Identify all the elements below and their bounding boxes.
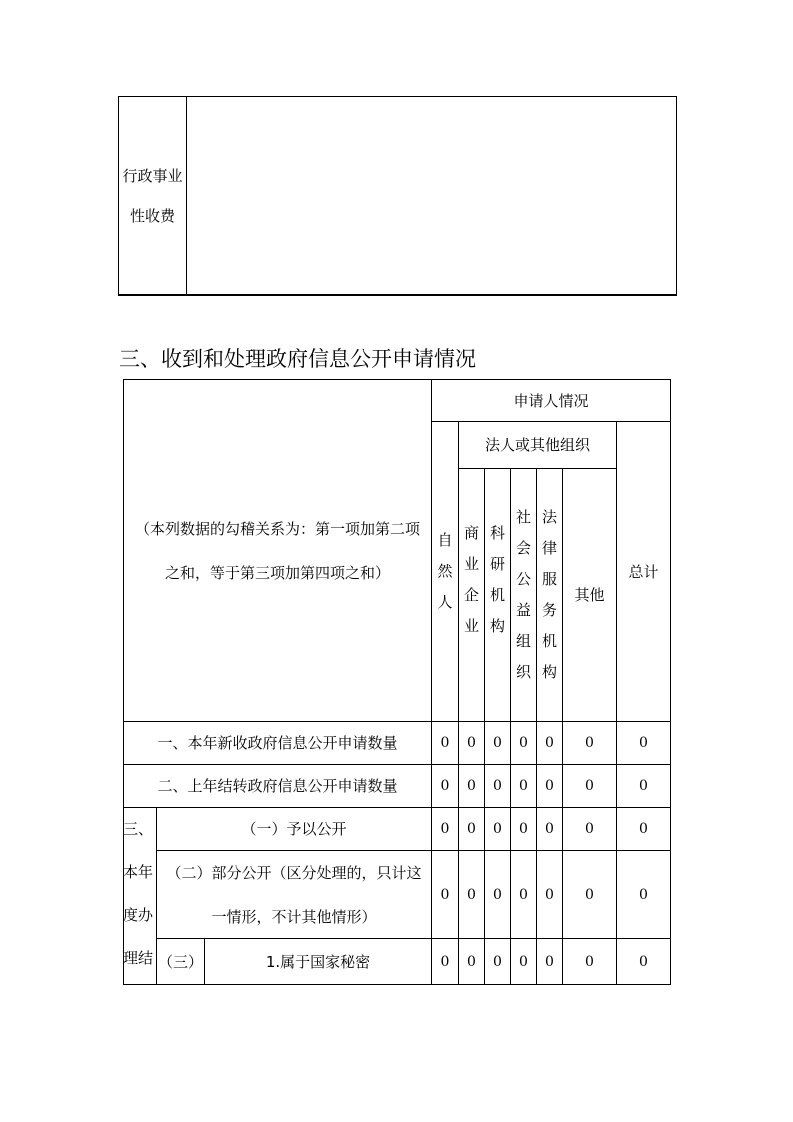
value-cell-natural-person: 0 [440, 886, 450, 903]
value-cell-total: 0 [639, 953, 648, 970]
social-char: 社 [515, 508, 531, 526]
value-cell-total: 0 [639, 821, 648, 837]
header-legal-org: 法人或其他组织 [484, 436, 590, 454]
natural-person-char: 自 [437, 531, 453, 549]
value-cell-research: 0 [493, 821, 502, 837]
value-cell-research: 0 [493, 778, 502, 794]
value-cell-total: 0 [639, 886, 648, 903]
header-social [511, 469, 536, 721]
fee-label-line1: 行政事业 [122, 166, 183, 185]
social-chars [516, 502, 531, 688]
value-cell-total: 0 [639, 778, 648, 794]
header-commercial [459, 469, 484, 721]
value-cell-commercial: 0 [467, 953, 476, 970]
group3-line2: 本年 [123, 863, 154, 881]
value-cell-commercial: 0 [467, 778, 476, 794]
row-4-label [157, 851, 431, 938]
value-cell-natural-person: 0 [440, 821, 450, 837]
value-cell-other: 0 [585, 778, 594, 794]
value-cell-total: 0 [639, 735, 648, 751]
research-chars [490, 518, 505, 642]
header-applicant: 申请人情况 [513, 391, 589, 410]
header-note-line1: （本列数据的勾稽关系为：第一项加第二项 [134, 519, 420, 538]
row-4-label-line1: （二）部分公开（区分处理的，只计这 [166, 863, 422, 882]
value-cell-commercial: 0 [467, 821, 476, 837]
value-cell-other: 0 [585, 953, 594, 970]
header-total: 总计 [628, 562, 659, 581]
row-5-sub: （三） [157, 952, 203, 971]
commercial-char: 商 [463, 524, 479, 542]
row-5-label: 1.属于国家秘密 [265, 952, 371, 971]
value-cell-commercial: 0 [467, 735, 476, 751]
research-char: 机 [489, 586, 505, 604]
social-char: 组 [515, 632, 531, 650]
social-char: 织 [515, 663, 531, 681]
row-3-label: （一）予以公开 [241, 820, 347, 838]
natural-person-char: 然 [437, 562, 453, 580]
legal-service-char: 机 [541, 632, 557, 650]
fee-label [119, 97, 186, 294]
value-cell-social: 0 [519, 778, 528, 794]
value-cell-natural-person: 0 [440, 953, 450, 970]
social-char: 公 [515, 570, 531, 588]
group3-line3: 度办 [123, 906, 154, 924]
commercial-char: 业 [463, 555, 479, 573]
commercial-char: 业 [463, 617, 479, 635]
value-cell-research: 0 [493, 735, 502, 751]
value-cell-social: 0 [519, 953, 528, 970]
legal-service-char: 务 [541, 601, 557, 619]
value-cell-research: 0 [493, 953, 502, 970]
social-char: 会 [515, 539, 531, 557]
research-char: 构 [489, 617, 505, 635]
section-title: 三、收到和处理政府信息公开申请情况 [119, 347, 476, 371]
group3-line1: 三、 [123, 820, 154, 838]
legal-service-char: 律 [541, 539, 557, 557]
value-cell-legal-service: 0 [545, 886, 554, 903]
social-char: 益 [515, 601, 531, 619]
value-cell-other: 0 [585, 735, 594, 751]
fee-content-cell [187, 97, 676, 294]
legal-service-char: 服 [541, 570, 557, 588]
commercial-char: 企 [463, 586, 479, 604]
header-natural-person [432, 422, 458, 721]
value-cell-natural-person: 0 [440, 778, 450, 794]
value-cell-other: 0 [585, 886, 594, 903]
row-2-label: 二、上年结转政府信息公开申请数量 [157, 777, 398, 795]
value-cell-other: 0 [585, 821, 594, 837]
value-cell-natural-person: 0 [440, 735, 450, 751]
header-note-line2: 之和，等于第三项加第四项之和） [164, 563, 390, 582]
legal-service-char: 构 [541, 663, 557, 681]
header-note [124, 380, 431, 721]
legal-service-char: 法 [541, 508, 557, 526]
value-cell-legal-service: 0 [545, 953, 554, 970]
research-char: 研 [489, 555, 505, 573]
value-cell-legal-service: 0 [545, 821, 554, 837]
header-other: 其他 [574, 586, 605, 604]
natural-person-char: 人 [437, 593, 453, 611]
legal-service-chars [542, 502, 557, 688]
value-cell-social: 0 [519, 735, 528, 751]
value-cell-research: 0 [493, 886, 502, 903]
value-cell-social: 0 [519, 821, 528, 837]
header-legal-service [537, 469, 562, 721]
value-cell-commercial: 0 [467, 886, 476, 903]
research-char: 科 [489, 524, 505, 542]
commercial-chars [464, 518, 479, 642]
value-cell-legal-service: 0 [545, 735, 554, 751]
fee-label-line2: 性收费 [129, 206, 175, 225]
value-cell-social: 0 [519, 886, 528, 903]
group3-line4: 理结 [123, 949, 154, 967]
group3-label [123, 808, 157, 984]
header-research [485, 469, 510, 721]
natural-person-chars [437, 525, 452, 618]
row-1-label: 一、本年新收政府信息公开申请数量 [157, 734, 398, 752]
value-cell-legal-service: 0 [545, 778, 554, 794]
row-4-label-line2: 一情形，不计其他情形） [211, 907, 377, 926]
